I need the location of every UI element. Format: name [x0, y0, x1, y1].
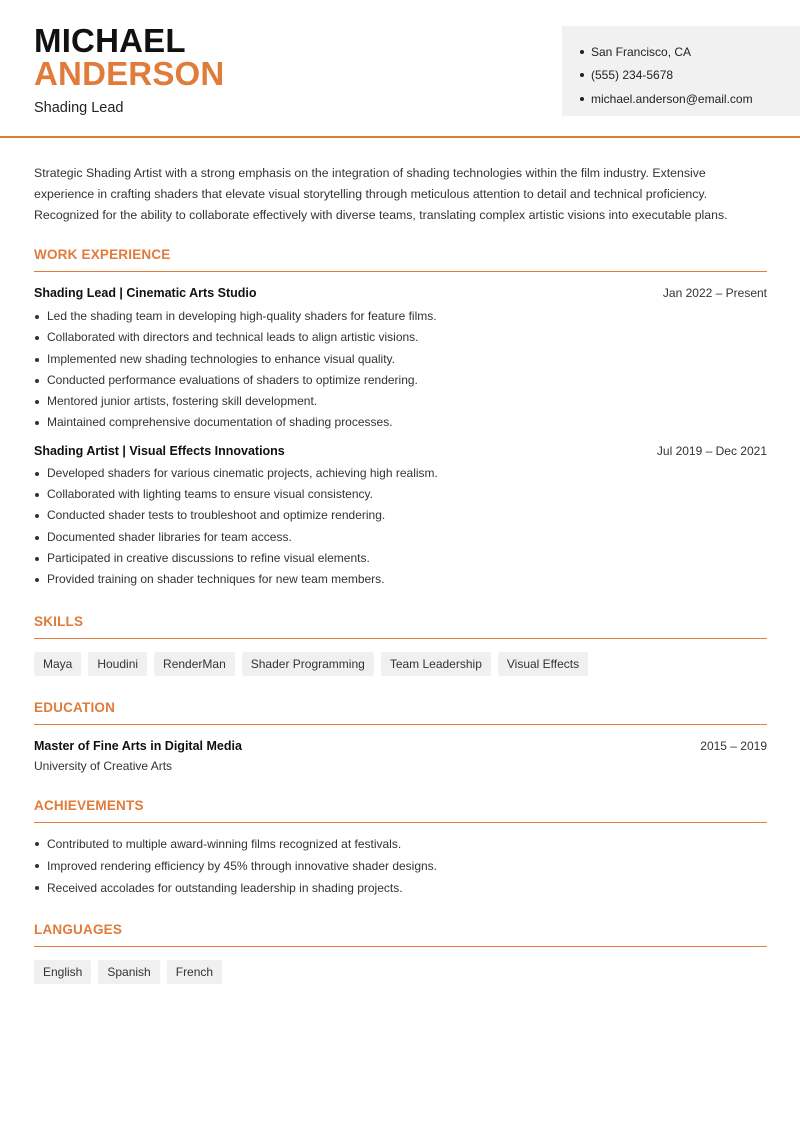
- job-title: Shading Lead: [34, 100, 124, 116]
- languages-list: [34, 960, 767, 984]
- list-item: Maintained comprehensive documentation of shading processes.: [34, 412, 767, 433]
- job-header: [34, 286, 767, 300]
- bullet-icon: [580, 73, 584, 77]
- contact-email-text: michael.anderson@email.com: [591, 91, 753, 106]
- list-item: Collaborated with lighting teams to ensure visual consistency.: [34, 484, 767, 505]
- language-tag: Spanish: [98, 960, 159, 984]
- list-item: Improved rendering efficiency by 45% through innovative shader designs.: [34, 855, 767, 877]
- skill-tag: Team Leadership: [381, 652, 491, 676]
- job-bullets: [34, 306, 767, 434]
- language-tag: French: [167, 960, 222, 984]
- contact-phone-text: (555) 234-5678: [591, 68, 674, 83]
- job-dates: Jan 2022 – Present: [662, 286, 767, 300]
- languages-section: [34, 922, 767, 984]
- list-item: Received accolades for outstanding leadership in shading projects.: [34, 877, 767, 899]
- bullet-icon: [580, 97, 584, 101]
- list-item: Collaborated with directors and technical leads to align artistic visions.: [34, 327, 767, 348]
- first-name: MICHAEL: [34, 22, 186, 59]
- last-name: ANDERSON: [34, 55, 225, 92]
- list-item: Conducted performance evaluations of shaders to optimize rendering.: [34, 370, 767, 391]
- contact-location: [580, 40, 800, 64]
- skills-list: [34, 652, 767, 676]
- summary: Strategic Shading Artist with a strong emphasis on the integration of shading technologies within the film industry. Extensive experience in crafting shaders that elevate visual storytelling through meticulous attention to detail and technical proficiency. Recognized for the ability to collaborate effectively with diverse teams, translating complex artistic visions into executable plans.: [34, 166, 728, 222]
- achievements-list: [34, 833, 767, 899]
- list-item: Conducted shader tests to troubleshoot and optimize rendering.: [34, 505, 767, 526]
- skill-tag: RenderMan: [154, 652, 235, 676]
- list-item: Led the shading team in developing high-quality shaders for feature films.: [34, 306, 767, 327]
- job-role: Shading Artist | Visual Effects Innovations: [34, 443, 285, 458]
- work-heading: WORK EXPERIENCE: [34, 247, 767, 272]
- resume-body: [34, 163, 767, 984]
- bullet-icon: [580, 50, 584, 54]
- skill-tag: Shader Programming: [242, 652, 374, 676]
- work-section: [34, 247, 767, 591]
- list-item: Developed shaders for various cinematic projects, achieving high realism.: [34, 463, 767, 484]
- list-item: Documented shader libraries for team access.: [34, 527, 767, 548]
- job-header: [34, 444, 767, 458]
- education-heading: EDUCATION: [34, 700, 767, 725]
- job-entry: [34, 286, 767, 434]
- education-section: [34, 700, 767, 773]
- achievements-heading: ACHIEVEMENTS: [34, 798, 767, 823]
- job-bullets: [34, 463, 767, 591]
- list-item: Contributed to multiple award-winning films recognized at festivals.: [34, 833, 767, 855]
- skills-heading: SKILLS: [34, 614, 767, 639]
- skill-tag: Visual Effects: [498, 652, 588, 676]
- list-item: Provided training on shader techniques for new team members.: [34, 569, 767, 590]
- skill-tag: Maya: [34, 652, 81, 676]
- education-school: University of Creative Arts: [34, 758, 173, 773]
- contact-email: [580, 87, 800, 111]
- list-item: Implemented new shading technologies to enhance visual quality.: [34, 349, 767, 370]
- skill-tag: Houdini: [88, 652, 147, 676]
- job-entry: [34, 444, 767, 591]
- contact-phone: [580, 64, 800, 88]
- education-dates: 2015 – 2019: [700, 738, 767, 753]
- list-item: Mentored junior artists, fostering skill development.: [34, 391, 767, 412]
- resume-header: [0, 0, 800, 138]
- job-dates: Jul 2019 – Dec 2021: [656, 443, 767, 458]
- education-header: [34, 739, 767, 753]
- language-tag: English: [34, 960, 91, 984]
- achievements-section: [34, 798, 767, 899]
- education-degree: Master of Fine Arts in Digital Media: [34, 738, 242, 753]
- contact-location-text: San Francisco, CA: [591, 44, 692, 59]
- job-role: Shading Lead | Cinematic Arts Studio: [34, 286, 257, 300]
- languages-heading: LANGUAGES: [34, 922, 767, 947]
- list-item: Participated in creative discussions to refine visual elements.: [34, 548, 767, 569]
- skills-section: [34, 614, 767, 676]
- contact-box: [562, 26, 800, 116]
